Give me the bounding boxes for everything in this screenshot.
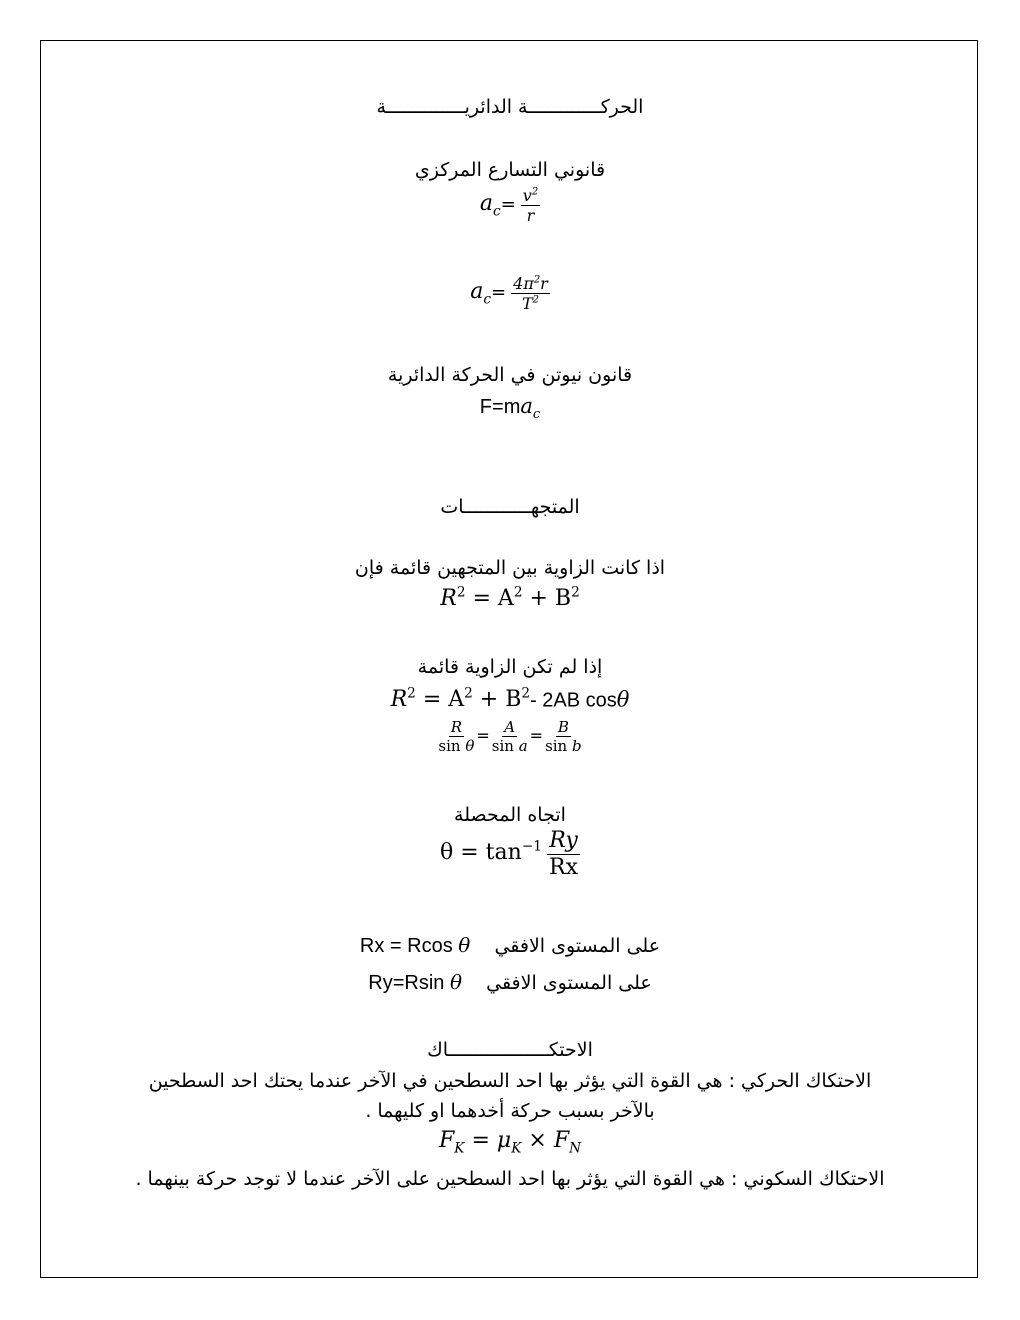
- static-friction-definition: الاحتكاك السكوني : هي القوة التي يؤثر بها احد السطحين على الآخر عندما لا توجد حركة بينهما .: [135, 1168, 885, 1190]
- circular-motion-heading: الحركـــــــــــــة الدائريــــــــــــــة: [376, 96, 644, 118]
- centripetal-formula-period: $a_c=$ $\frac{4\pi^2r}{T^2}$: [470, 274, 548, 314]
- cosine-law-formula: $R^2 = A^2 + B^2-$ 2AB cosθ: [390, 686, 630, 713]
- newton-circular-label: قانون نيوتن في الحركة الدائرية: [387, 364, 633, 386]
- rx-label: على المستوى الافقي: [494, 935, 661, 957]
- centripetal-formula-velocity: $a_c=$ $\frac{v^2}{r}$: [479, 186, 539, 226]
- resultant-direction-label: اتجاه المحصلة: [454, 804, 566, 826]
- pythagoras-formula: $R^2 = A^2 + B^2$: [440, 585, 580, 612]
- friction-heading: الاحتكــــــــــــــــــاك: [427, 1039, 593, 1061]
- ry-equation: Ry=Rsin: [368, 972, 445, 994]
- kinetic-friction-definition-line1: الاحتكاك الحركي : هي القوة التي يؤثر بها احد السطحين في الآخر عندما يحتك احد السطحين: [148, 1070, 872, 1092]
- right-angle-label: اذا كانت الزاوية بين المتجهين قائمة فإن: [354, 557, 666, 579]
- newton-formula-prefix: F=m: [479, 396, 521, 418]
- cosine-law-tail: - 2AB cos: [530, 689, 617, 712]
- newton-formula: $F=ma_c$: [479, 394, 541, 423]
- sine-law-formula: $\frac{R}{\text{sin θ}}$ = $\frac{A}{\text{sin a}}$ = $\frac{B}{\text{sin b}}$: [438, 718, 582, 755]
- rx-equation: Rx = Rcos: [359, 935, 453, 957]
- resultant-direction-formula: $\theta = \tan^{-1}$ $\frac{Ry}{Rx}$: [440, 828, 578, 881]
- rx-line: على المستوى الافقي Rx = Rcos θ: [359, 933, 661, 957]
- not-right-angle-label: إذا لم تكن الزاوية قائمة: [417, 656, 603, 678]
- ry-line: على المستوى الافقي Ry=Rsin θ: [368, 970, 652, 994]
- vectors-heading: المتجهــــــــــــات: [440, 496, 580, 518]
- centripetal-acceleration-label: قانوني التسارع المركزي: [414, 159, 606, 181]
- ry-label: على المستوى الافقي: [486, 972, 652, 994]
- kinetic-friction-formula: $F_K = \mu_K \times F_N$: [438, 1128, 581, 1157]
- kinetic-friction-definition-line2: بالآخر بسبب حركة أخدهما او كليهما .: [365, 1100, 655, 1122]
